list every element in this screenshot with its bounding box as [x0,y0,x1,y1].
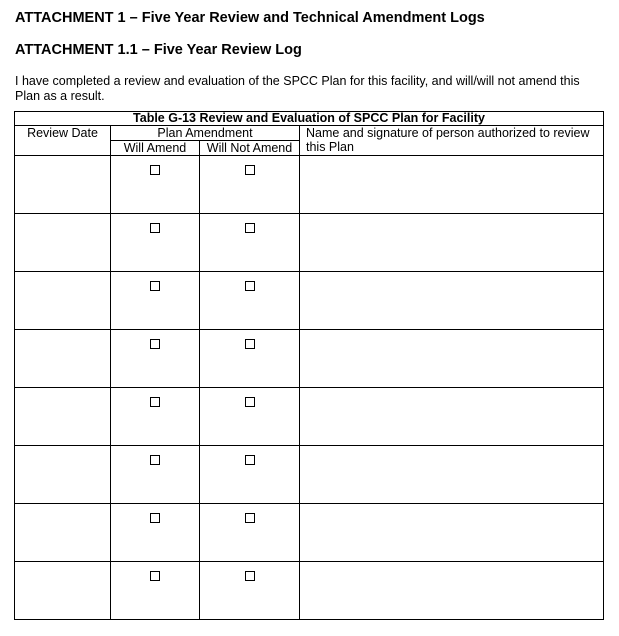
review-date-cell[interactable] [15,504,111,562]
will-amend-cell [111,272,200,330]
will-not-amend-checkbox[interactable] [245,339,255,349]
table-row [15,156,604,214]
table-row [15,272,604,330]
review-date-cell[interactable] [15,388,111,446]
will-not-amend-cell [200,446,300,504]
attachment-heading: ATTACHMENT 1 – Five Year Review and Technical Amendment Logs [15,10,485,26]
signature-header: Name and signature of person authorized to review this Plan [300,126,604,156]
table-row [15,388,604,446]
will-amend-checkbox[interactable] [150,281,160,291]
table-row [15,562,604,620]
signature-cell[interactable] [300,156,604,214]
will-amend-header: Will Amend [111,141,200,156]
will-amend-checkbox[interactable] [150,397,160,407]
will-not-amend-checkbox[interactable] [245,397,255,407]
review-date-cell[interactable] [15,214,111,272]
plan-amendment-header: Plan Amendment [111,126,300,141]
will-amend-checkbox[interactable] [150,165,160,175]
review-log-table [14,111,604,620]
will-not-amend-cell [200,562,300,620]
will-amend-checkbox[interactable] [150,223,160,233]
will-not-amend-cell [200,272,300,330]
table-row [15,446,604,504]
table-title: Table G-13 Review and Evaluation of SPCC Plan for Facility [15,112,604,126]
will-not-amend-checkbox[interactable] [245,513,255,523]
attachment-subheading: ATTACHMENT 1.1 – Five Year Review Log [15,42,302,58]
will-not-amend-checkbox[interactable] [245,165,255,175]
signature-cell[interactable] [300,562,604,620]
will-not-amend-checkbox[interactable] [245,281,255,291]
review-date-cell[interactable] [15,562,111,620]
table-row [15,504,604,562]
review-date-header: Review Date [15,126,111,156]
review-log-body [15,156,604,620]
will-amend-checkbox[interactable] [150,571,160,581]
will-amend-cell [111,214,200,272]
will-amend-cell [111,562,200,620]
table-row [15,330,604,388]
will-not-amend-header: Will Not Amend [200,141,300,156]
will-not-amend-cell [200,330,300,388]
review-date-cell[interactable] [15,446,111,504]
signature-cell[interactable] [300,214,604,272]
will-not-amend-cell [200,214,300,272]
will-not-amend-cell [200,504,300,562]
will-not-amend-checkbox[interactable] [245,455,255,465]
review-date-cell[interactable] [15,272,111,330]
will-amend-checkbox[interactable] [150,339,160,349]
signature-cell[interactable] [300,446,604,504]
table-row [15,214,604,272]
will-amend-cell [111,330,200,388]
will-not-amend-cell [200,156,300,214]
review-date-cell[interactable] [15,156,111,214]
will-amend-cell [111,156,200,214]
will-not-amend-checkbox[interactable] [245,223,255,233]
signature-cell[interactable] [300,388,604,446]
signature-cell[interactable] [300,272,604,330]
signature-cell[interactable] [300,330,604,388]
will-amend-checkbox[interactable] [150,513,160,523]
will-not-amend-checkbox[interactable] [245,571,255,581]
intro-paragraph: I have completed a review and evaluation of the SPCC Plan for this facility, and will/will not amend this Plan as a result. [15,74,580,103]
will-amend-checkbox[interactable] [150,455,160,465]
signature-cell[interactable] [300,504,604,562]
will-amend-cell [111,504,200,562]
will-amend-cell [111,388,200,446]
will-amend-cell [111,446,200,504]
will-not-amend-cell [200,388,300,446]
review-date-cell[interactable] [15,330,111,388]
